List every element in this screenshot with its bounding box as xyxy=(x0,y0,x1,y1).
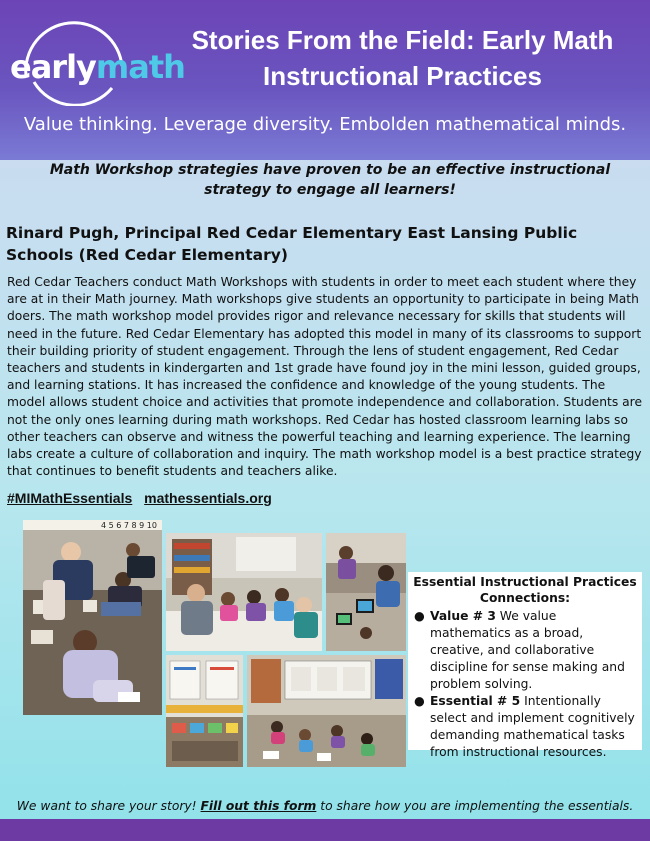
logo-early: early xyxy=(10,48,96,86)
photo-tablet-station xyxy=(326,533,406,651)
photo-floor-activity xyxy=(23,520,162,715)
essentials-box xyxy=(408,572,642,759)
bullet-icon: ● xyxy=(414,609,425,623)
author-heading: Rinard Pugh, Principal Red Cedar Elementary East Lansing Public Schools (Red Cedar Elementary) xyxy=(6,224,578,264)
footer-text-after: to share how you are implementing the essentials. xyxy=(316,799,634,813)
essentials-item-label: Value # 3 xyxy=(430,609,496,623)
footer-call-to-action xyxy=(0,799,650,813)
bullet-icon: ● xyxy=(414,694,425,708)
intro-statement: Math Workshop strategies have proven to be an effective instructional strategy to engage all learners! xyxy=(49,162,611,198)
hashtag-link[interactable]: #MIMathEssentials xyxy=(7,490,133,506)
photo-classroom-wall xyxy=(166,655,243,767)
header-banner xyxy=(0,0,650,160)
early-math-logo xyxy=(4,6,184,106)
footer-bar xyxy=(0,819,650,841)
logo-math: math xyxy=(95,48,185,86)
essentials-item-text: We value mathematics as a broad, creative, and collaborative discipline for sense making and problem solving. xyxy=(430,609,625,691)
photo-carpet-lesson xyxy=(247,655,406,767)
essentials-item-value-3 xyxy=(412,608,638,693)
essentials-item-text: Intentionally select and implement cognitively demanding mathematical tasks from instructional resources. xyxy=(430,694,635,759)
story-body: Red Cedar Teachers conduct Math Workshops with students in order to meet each student where they are at in their Math journey. Math workshops give students an opportunity to participate in being Math doers. The math workshop model provides rigor and relevance necessary for skills that students will need in the future. Red Cedar Elementary has adopted this model in many of its classrooms to support their building priority of student engagement. Through the lens of student engagement, Red Cedar teachers and students in kindergarten and 1st grade have found joy in the mini lesson, guided groups, and learning stations. It has increased the confidence and knowledge of the young students. The model allows student choice and activities that promote independence and collaboration. Students are not the only ones learning during math workshops. Red Cedar has hosted classroom learning labs so other teachers can observe and witness the powerful teaching and learning experience. The learning labs create a culture of collaboration and inquiry. The math workshop model is a best practice strategy that continues to benefit students and teachers alike. xyxy=(7,275,643,479)
essentials-item-label: Essential # 5 xyxy=(430,694,521,708)
tagline: Value thinking. Leverage diversity. Embolden mathematical minds. xyxy=(23,114,627,135)
page-title: Stories From the Field: Early Math Instructional Practices xyxy=(191,25,614,91)
essentials-box-title: Essential Instructional Practices Connections: xyxy=(413,575,637,605)
essentials-item-essential-5 xyxy=(412,693,638,761)
site-link[interactable]: mathessentials.org xyxy=(144,490,272,506)
number-line-text: 4 5 6 7 8 9 10 xyxy=(101,521,157,530)
tags-line xyxy=(7,490,407,506)
essentials-list xyxy=(412,608,638,761)
footer-text-before: We want to share your story! xyxy=(16,799,201,813)
fill-form-link[interactable]: Fill out this form xyxy=(200,799,317,813)
logo-wordmark xyxy=(10,48,185,86)
photo-guided-group xyxy=(166,533,322,651)
